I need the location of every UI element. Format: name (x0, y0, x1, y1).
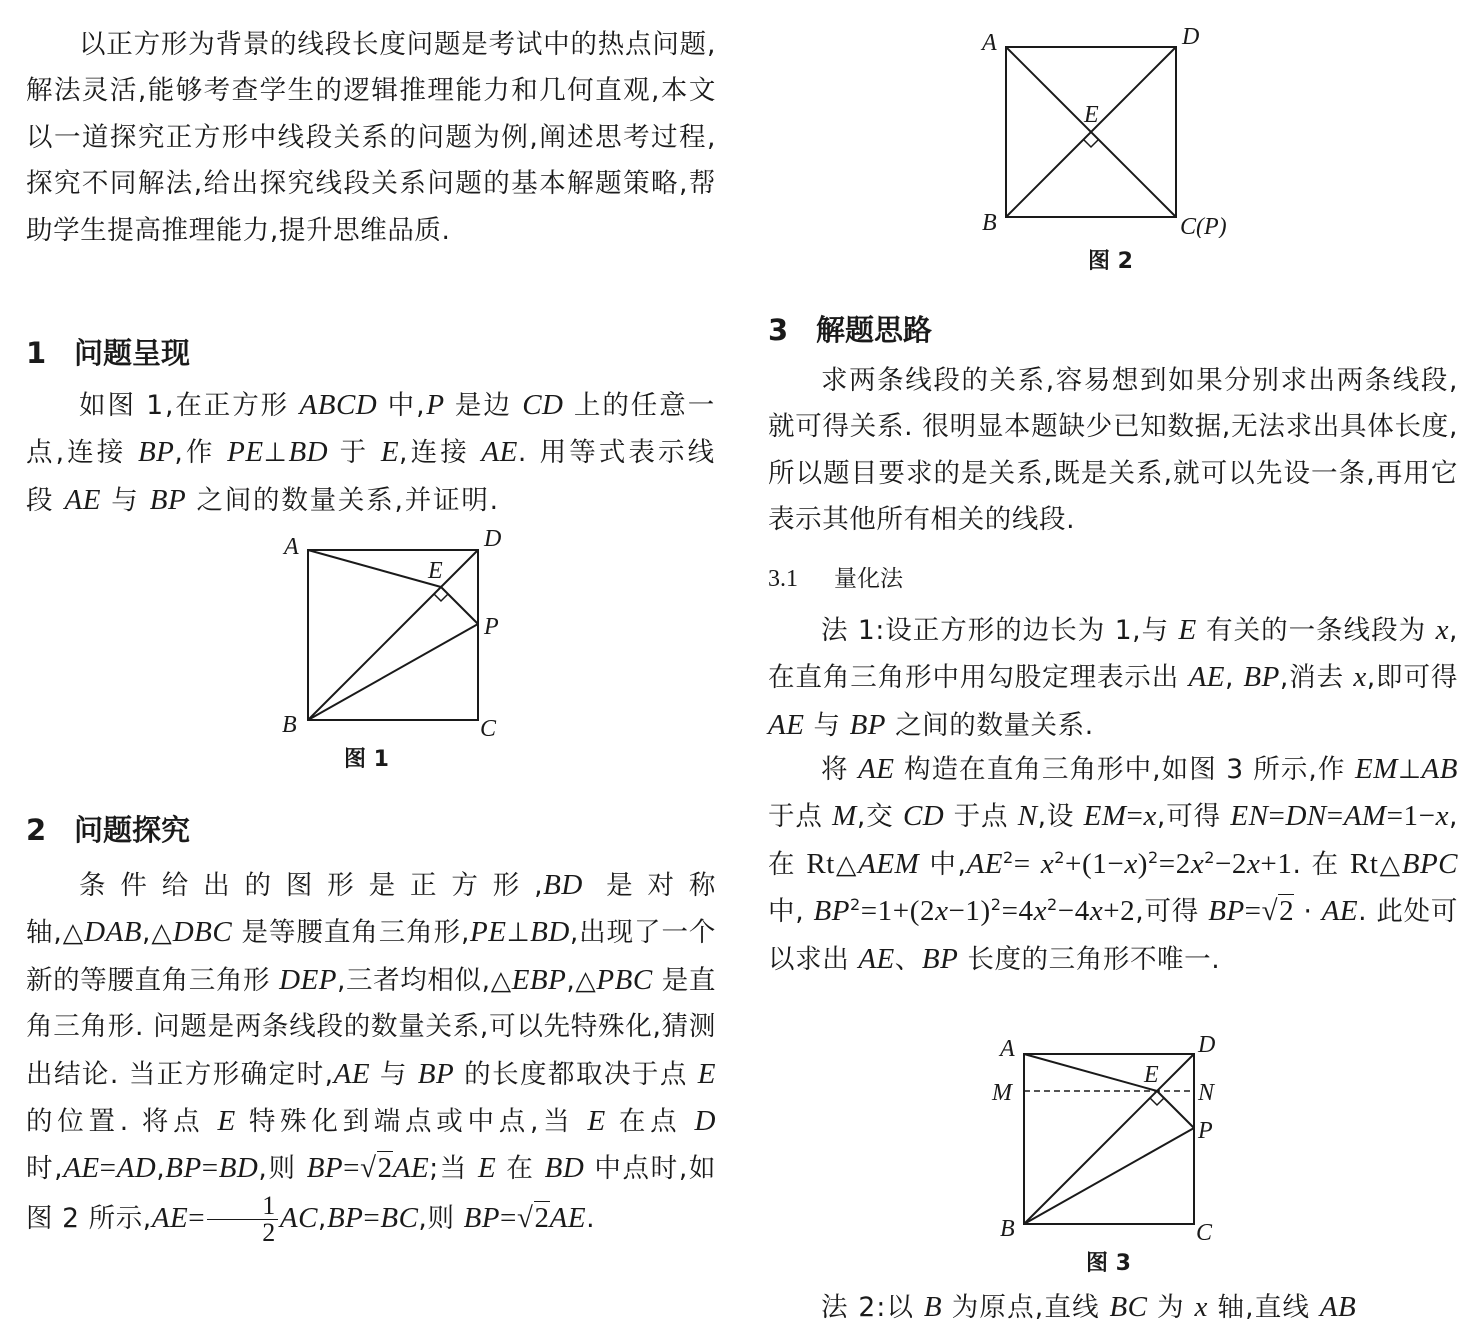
fig1-label-B: B (282, 712, 297, 738)
problem-paragraph: 如图 1,在正方形 ABCD 中,P 是边 CD 上的任意一点,连接 BP,作 PE⊥BD 于 E,连接 AE. 用等式表示线段 AE 与 BP 之间的数量关系,并证明. (26, 389, 717, 516)
fig1-label-A: A (284, 534, 299, 560)
fig3-label-C: C (1196, 1220, 1213, 1246)
method-1-construction: 将 AE 构造在直角三角形中,如图 3 所示,作 EM⊥AB 于点 M,交 CD 于点 N,设 EM=x,可得 EN=DN=AM=1−x,在 Rt△AEM 中$,AE^2= x^2+(1-x)^2=2x^2-2x+1$. 在 Rt△BPC 中, $BP^2=1+(2x-1)^2=4x^2-4x+2$,可得 BP=√2 · AE. 此处可以求出 AE、BP 长度的三角形不唯一. (768, 753, 1459, 975)
fig2-label-C: C(P) (1180, 214, 1227, 238)
method-2-paragraph: 法 2:以 B 为原点,直线 BC 为 x 轴,直线 AB (821, 1291, 1357, 1323)
method-1-paragraph: 法 1:设正方形的边长为 1,与 E 有关的一条线段为 x,在直角三角形中用勾股定理表示出 AE, BP,消去 x,即可得 AE 与 BP 之间的数量关系. (768, 614, 1458, 741)
figure-1 (254, 528, 514, 738)
fig3-label-D: D (1198, 1032, 1216, 1058)
fig3-label-P: P (1198, 1118, 1213, 1144)
fig2-label-E: E (1084, 102, 1099, 128)
section-heading-2: 2 问题探究 (26, 813, 191, 847)
section-heading-1: 1 问题呈现 (26, 336, 191, 370)
fig2-label-B: B (982, 210, 997, 236)
fig3-label-B: B (1000, 1216, 1015, 1242)
fig1-label-P: P (484, 614, 499, 640)
fig2-label-A: A (982, 30, 997, 56)
fig3-label-M: M (992, 1080, 1012, 1106)
exploration-paragraph: 条件给出的图形是正方形,BD 是对称轴,△DAB,△DBC 是等腰直角三角形,PE⊥BD,出现了一个新的等腰直角三角形 DEP,三者均相似,△EBP,△PBC 是直角三角形. 问题是两条线段的数量关系,可以先特殊化,猜测出结论. 当正方形确定时,AE 与 BP 的长度都取决于点 E 的位置. 将点 E 特殊化到端点或中点,当 E 在点 D 时,AE=AD,BP=BD,则 BP=√2AE;当 E 在 BD 中点时,如图 2 所示,AE= $\frac{1}{2}$ AC,BP=BC,则 BP=√2AE. (26, 869, 717, 1247)
section-heading-3: 3 解题思路 (768, 313, 933, 347)
fig3-label-A: A (1000, 1036, 1015, 1062)
fig3-label-N: N (1198, 1080, 1215, 1106)
fig1-label-D: D (484, 528, 502, 552)
figure-3-caption: 图 3 (1086, 1251, 1131, 1276)
figure-1-caption: 图 1 (344, 747, 389, 772)
intro-paragraph: 以正方形为背景的线段长度问题是考试中的热点问题,解法灵活,能够考查学生的逻辑推理能力和几何直观,本文以一道探究正方形中线段关系的问题为例,阐述思考过程,探究不同解法,给出探究线段关系问题的基本解题策略,帮助学生提高推理能力,提升思维品质. (26, 29, 716, 246)
fig1-label-E: E (428, 558, 443, 584)
figure-2-caption: 图 2 (1088, 249, 1133, 274)
fig2-label-D: D (1182, 24, 1200, 50)
fig3-label-E: E (1144, 1062, 1159, 1088)
approach-paragraph: 求两条线段的关系,容易想到如果分别求出两条线段,就可得关系. 很明显本题缺少已知数据,无法求出具体长度,所以题目要求的是关系,既是关系,就可以先设一条,再用它表示其他所有相关的线段. (768, 365, 1458, 536)
figure-3 (988, 1032, 1248, 1247)
fig1-label-C: C (480, 716, 497, 738)
subsection-heading-3-1: 3.1 量化法 (768, 566, 903, 592)
figure-2 (968, 18, 1268, 238)
